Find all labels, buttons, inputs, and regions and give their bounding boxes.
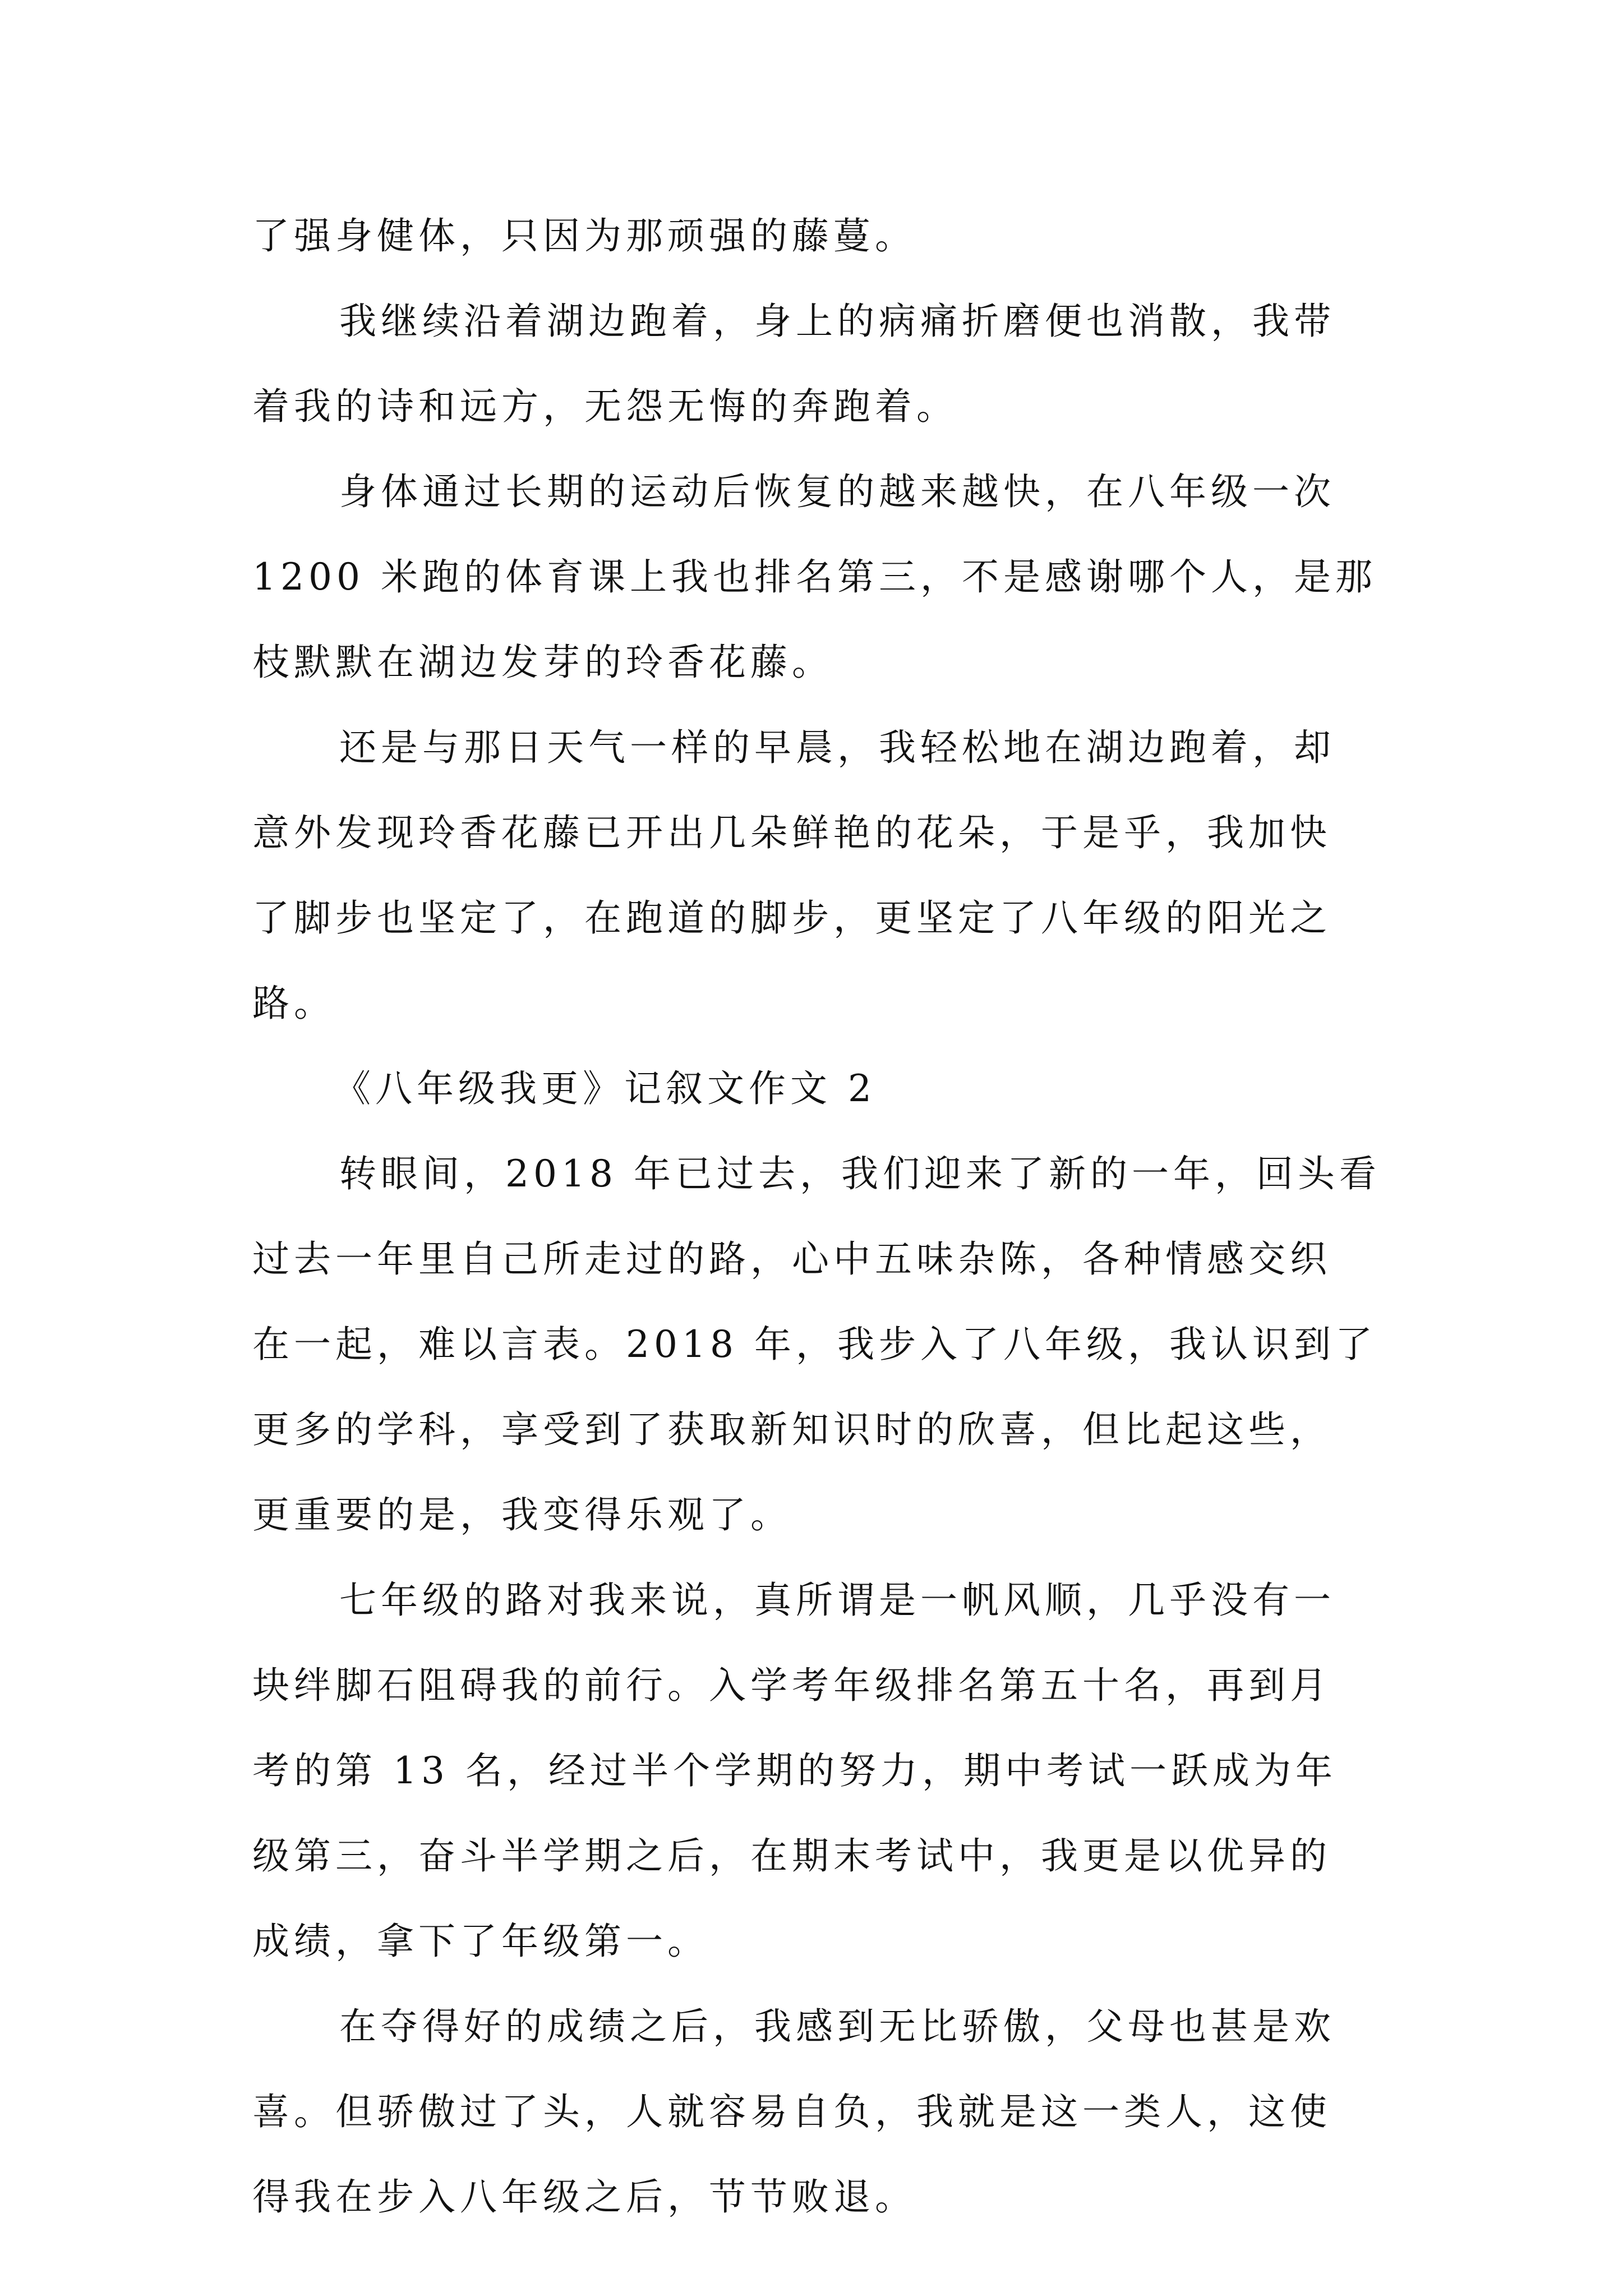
text-line: 级第三，奋斗半学期之后，在期末考试中，我更是以优异的 <box>252 1834 1331 1878</box>
text-line: 更多的学科，享受到了获取新知识时的欣喜，但比起这些， <box>252 1408 1331 1451</box>
paragraph-start: 还是与那日天气一样的早晨，我轻松地在湖边跑着，却 <box>339 726 1335 769</box>
text-line: 路。 <box>252 982 335 1025</box>
text-line: 着我的诗和远方，无怨无悔的奔跑着。 <box>252 385 958 428</box>
paragraph-start: 转眼间，2018 年已过去，我们迎来了新的一年，回头看 <box>339 1152 1381 1195</box>
text-line: 喜。但骄傲过了头，人就容易自负，我就是这一类人，这使 <box>252 2090 1331 2133</box>
text-line: 意外发现玲香花藤已开出几朵鲜艳的花朵，于是乎，我加快 <box>252 811 1331 854</box>
document-body <box>252 194 1394 2240</box>
text-line: 过去一年里自己所走过的路，心中五味杂陈，各种情感交织 <box>252 1237 1331 1281</box>
paragraph-start: 在夺得好的成绩之后，我感到无比骄傲，父母也甚是欢 <box>339 2005 1335 2048</box>
text-line: 了脚步也坚定了，在跑道的脚步，更坚定了八年级的阳光之 <box>252 896 1331 940</box>
text-line: 1200 米跑的体育课上我也排名第三，不是感谢哪个人，是那 <box>252 555 1377 599</box>
text-line: 了强身健体，只因为那顽强的藤蔓。 <box>252 214 916 257</box>
paragraph-start: 身体通过长期的运动后恢复的越来越快，在八年级一次 <box>339 470 1335 513</box>
text-line: 块绊脚石阻碍我的前行。入学考年级排名第五十名，再到月 <box>252 1664 1331 1707</box>
text-line: 枝默默在湖边发芽的玲香花藤。 <box>252 641 833 684</box>
text-line: 更重要的是，我变得乐观了。 <box>252 1493 792 1536</box>
paragraph-start: 七年级的路对我来说，真所谓是一帆风顺，几乎没有一 <box>339 1579 1335 1622</box>
text-line: 成绩，拿下了年级第一。 <box>252 1920 709 1963</box>
text-line: 得我在步入八年级之后，节节败退。 <box>252 2175 916 2219</box>
paragraph-start: 我继续沿着湖边跑着，身上的病痛折磨便也消散，我带 <box>339 300 1335 343</box>
text-line: 考的第 13 名，经过半个学期的努力，期中考试一跃成为年 <box>252 1749 1337 1792</box>
section-title: 《八年级我更》记叙文作文 2 <box>334 1067 876 1110</box>
text-line: 在一起，难以言表。2018 年，我步入了八年级，我认识到了 <box>252 1323 1377 1366</box>
